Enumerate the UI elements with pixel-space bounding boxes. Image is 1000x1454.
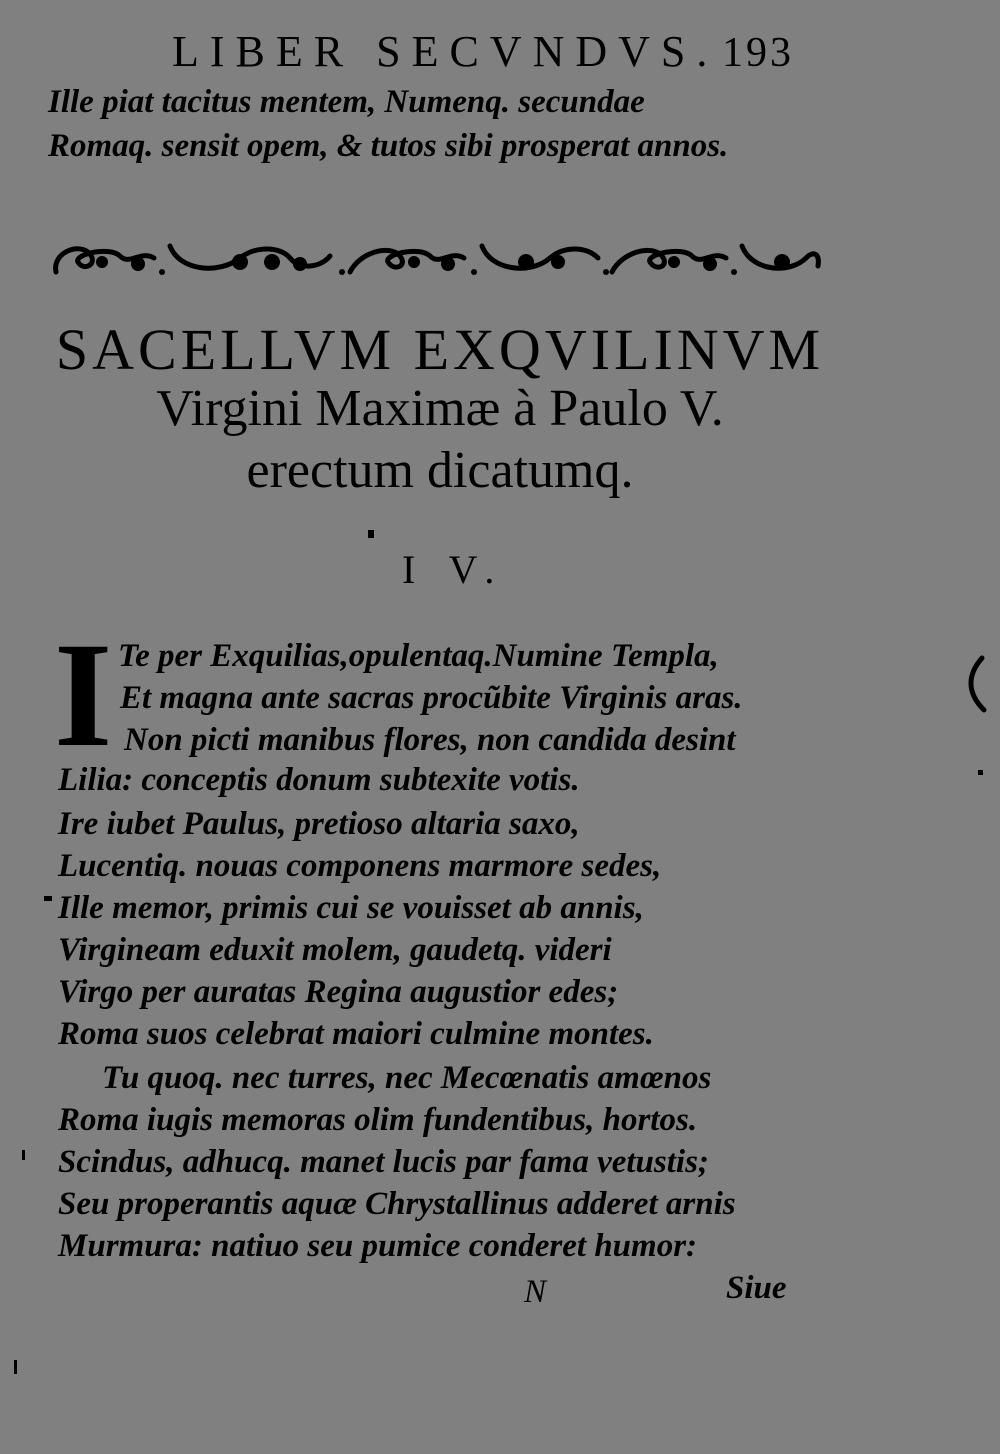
poem-line: Seu properantis aquæ Chrystallinus adderet arnis: [58, 1186, 736, 1222]
poem-line: Non picti manibus flores, non candida desint: [124, 722, 736, 758]
poem-line: Te per Exquilias,opulentaq.Numine Templa,: [118, 638, 719, 674]
preceding-verse-line: Ille piat tacitus mentem, Numenq. secundae: [48, 84, 645, 120]
drop-cap: I: [54, 612, 113, 778]
section-heading-line-1: SACELLVM EXQVILINVM: [55, 317, 825, 382]
poem-line: Virgineam eduxit molem, gaudetq. videri: [58, 932, 612, 968]
section-numeral: I V.: [402, 547, 507, 592]
poem-line: Roma suos celebrat maiori culmine montes.: [58, 1016, 654, 1052]
poem-line: Roma iugis memoras olim fundentibus, hortos.: [58, 1102, 698, 1138]
poem-line: Et magna ante sacras procũbite Virginis aras.: [120, 680, 743, 716]
signature-mark: N: [524, 1274, 547, 1310]
poem-line: Virgo per auratas Regina augustior edes;: [58, 974, 619, 1010]
section-heading-line-2: Virgini Maximæ à Paulo V.: [156, 380, 724, 437]
ink-speck: [44, 896, 52, 901]
poem-line: Ire iubet Paulus, pretioso altaria saxo,: [58, 806, 580, 842]
poem-line: Ille memor, primis cui se vouisset ab annis,: [58, 890, 644, 926]
running-header-title: LIBER SECVNDVS.: [172, 27, 719, 76]
ink-speck: [978, 770, 983, 775]
poem-line: Scindus, adhucq. manet lucis par fama vetustis;: [58, 1144, 709, 1180]
page-number: 193: [722, 30, 794, 76]
poem-line: Tu quoq. nec turres, nec Mecœnatis amœnos: [102, 1060, 712, 1096]
ink-speck: [14, 1360, 17, 1374]
poem-line: Lucentiq. nouas componens marmore sedes,: [58, 848, 662, 884]
catchword: Siue: [726, 1270, 787, 1306]
section-heading-line-3: erectum dicatumq.: [246, 442, 634, 499]
poem-line: Lilia: conceptis donum subtexite votis.: [58, 762, 580, 798]
poem-line: Murmura: natiuo seu pumice conderet humor:: [58, 1228, 698, 1264]
margin-bracket-mark: [958, 654, 990, 714]
ink-speck: [22, 1150, 25, 1160]
preceding-verse-line: Romaq. sensit opem, & tutos sibi prosperat annos.: [48, 128, 729, 164]
ink-speck: [368, 530, 374, 538]
